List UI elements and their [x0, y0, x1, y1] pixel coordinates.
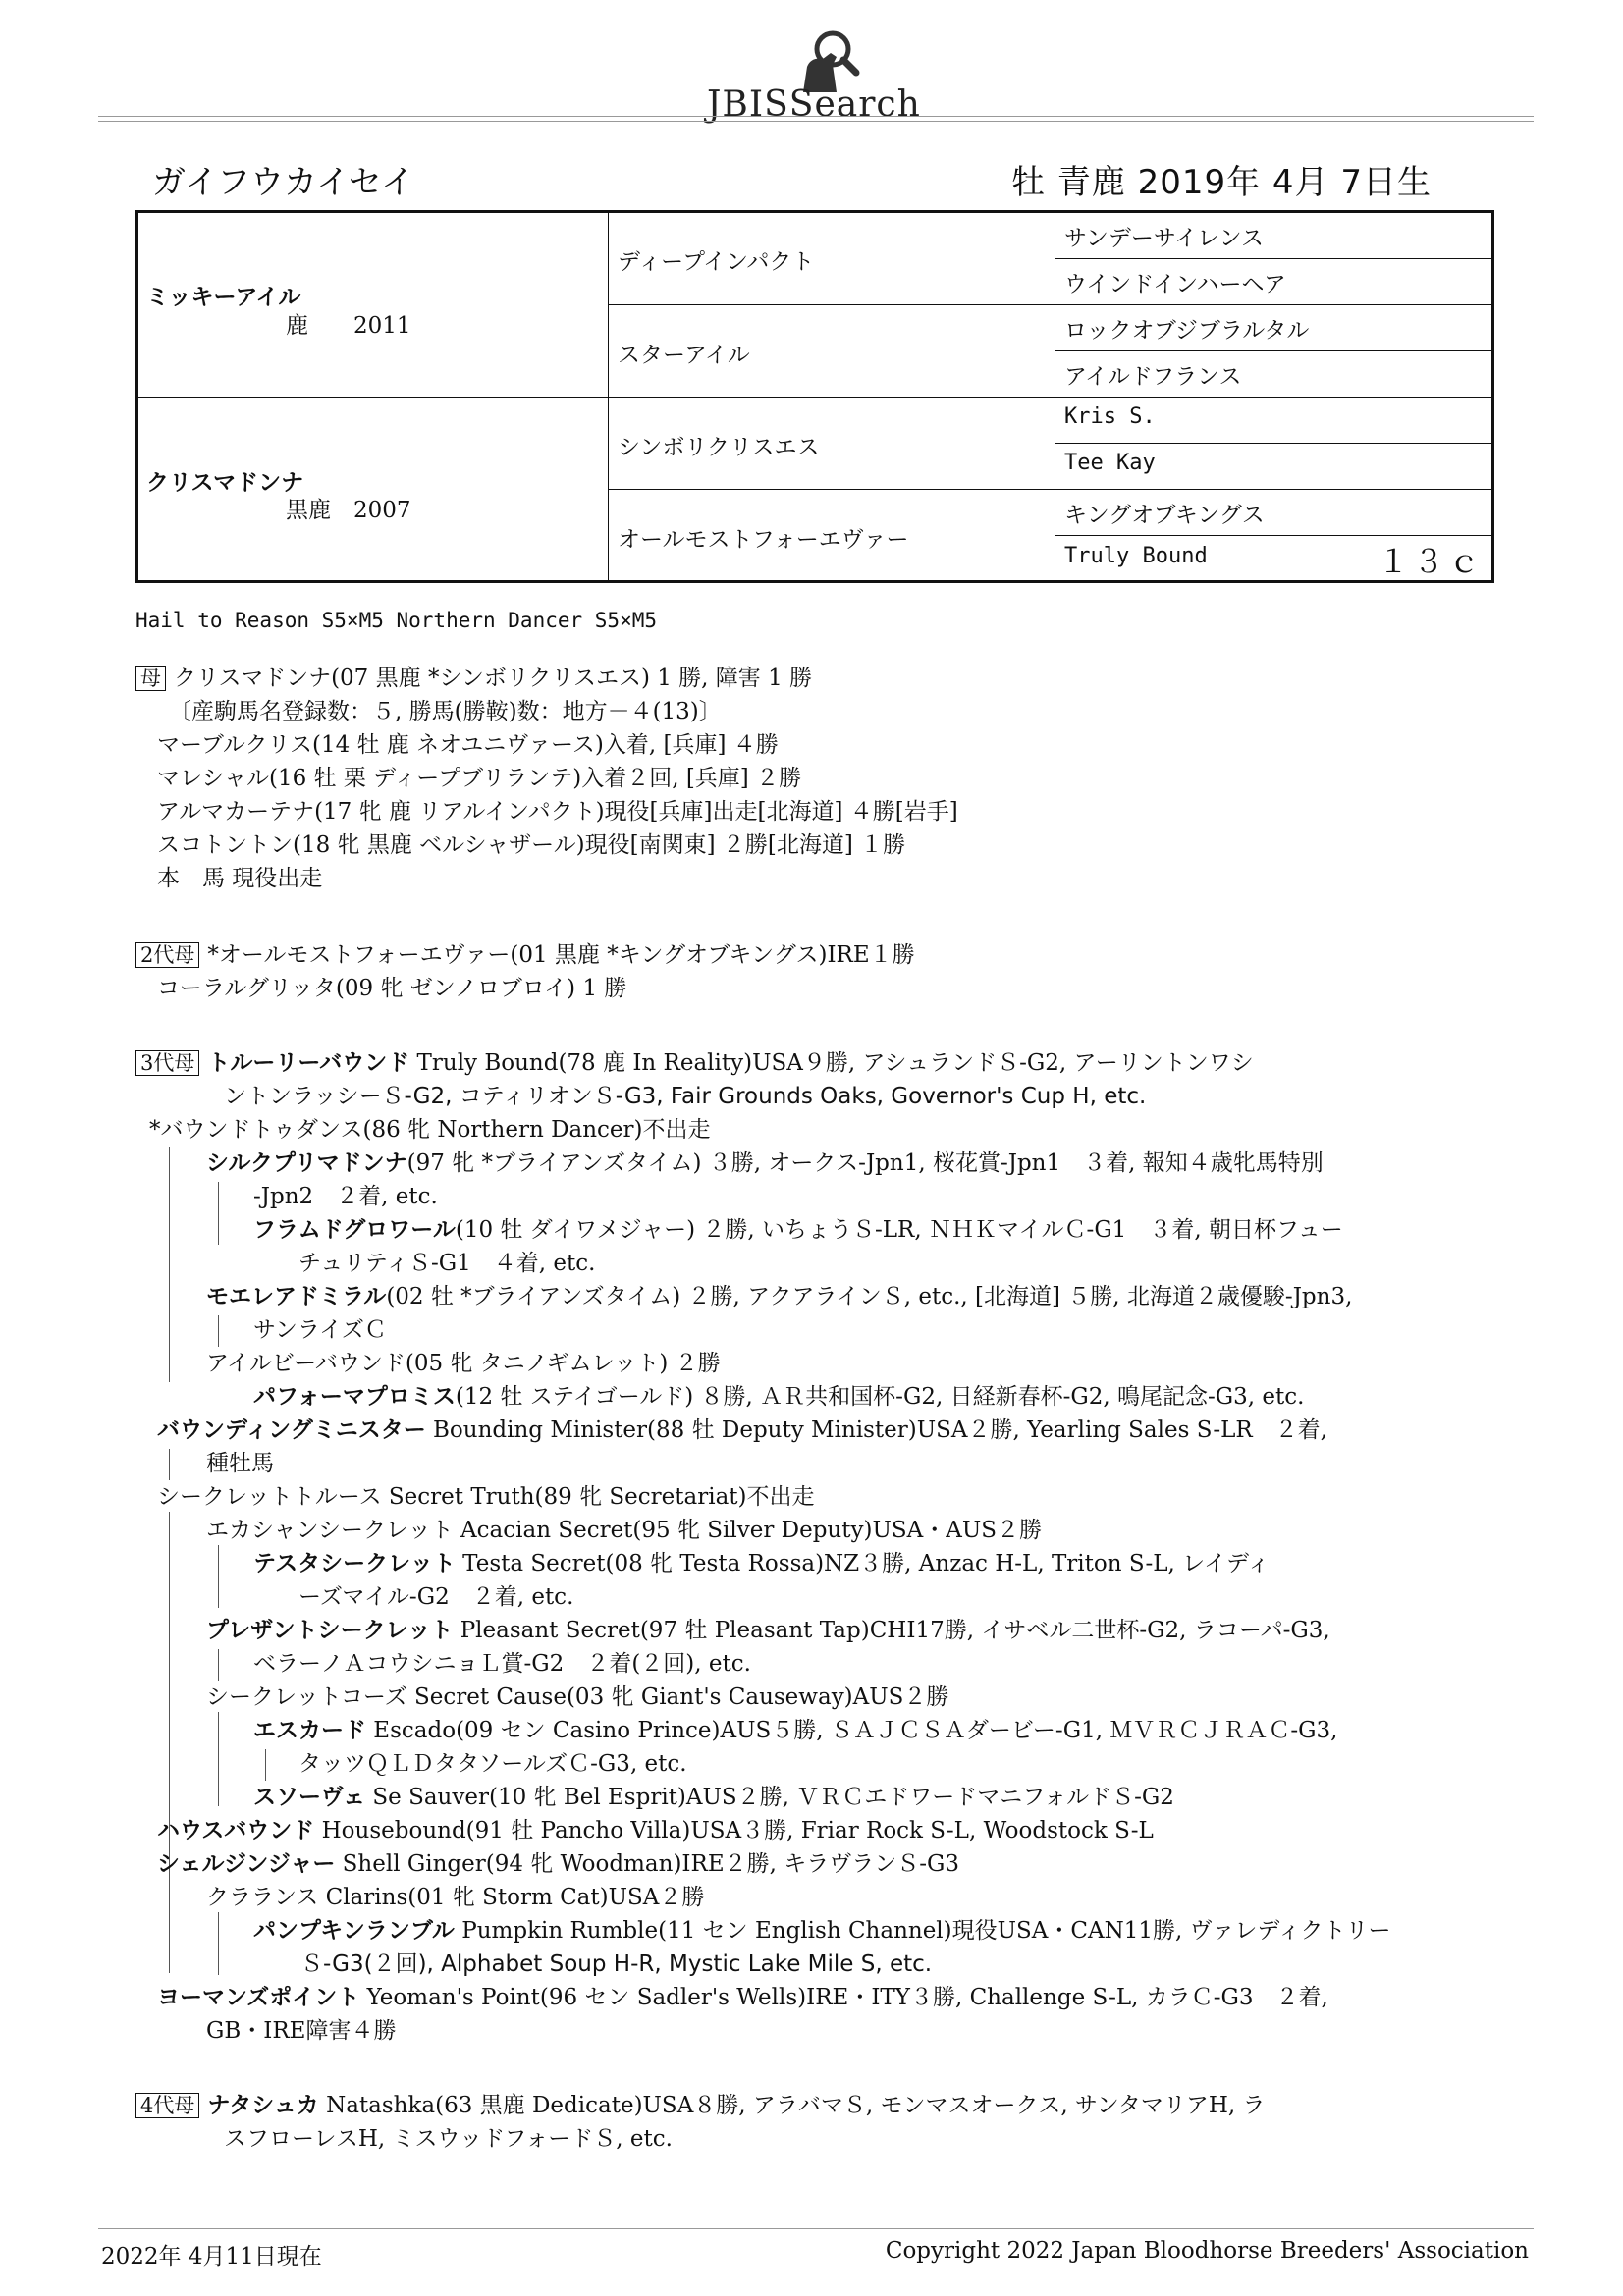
logo-text-jbis: JBIS — [707, 84, 789, 125]
sire-info: 鹿 2011 — [286, 313, 411, 339]
produce-line: マレシャル(16 牡 栗 ディープブリランテ)入着２回, [兵庫] ２勝 — [157, 766, 802, 791]
produce-line: クラランス Clarins(01 牝 Storm Cat)USA２勝 — [206, 1885, 705, 1910]
horse-name-bold: フラムドグロワール — [253, 1217, 456, 1243]
horse-meta: 牡 青鹿 2019年 4月 7日生 — [1010, 163, 1432, 202]
sire-name: ミッキーアイル — [146, 285, 301, 310]
record-text: (10 牡 ダイワメジャー) ２勝, いちょうＳ-LR, ＮＨＫマイルＣ-G1 ３着, 朝日杯フュー — [455, 1217, 1343, 1243]
record-text: タッツＱＬＤタタソールズＣ-G3, etc. — [298, 1751, 687, 1777]
record-text: サンライズＣ — [253, 1317, 387, 1343]
header-rule — [98, 121, 1534, 122]
branch-line — [169, 1512, 170, 1973]
footer-copyright: Copyright 2022 Japan Bloodhorse Breeders' Association — [885, 2238, 1529, 2264]
record-text: Ｓ-G3(２回), Alphabet Soup H-R, Mystic Lake Mile S, etc. — [300, 1951, 933, 1977]
record-text: Escado(09 セン Casino Prince)AUS５勝, ＳＡＪＣＳＡダービー-G1, ＭＶＲＣＪＲＡＣ-G3, — [366, 1718, 1338, 1743]
header-rule — [98, 116, 1534, 117]
record-text: 種牡馬 — [206, 1451, 274, 1476]
pedigree-g3-7: キングオブキングス — [1064, 503, 1265, 528]
record-text: Natashka(63 黒鹿 Dedicate)USA８勝, アラバマＳ, モンマスオークス, サンタマリアH, ラ — [318, 2093, 1266, 2118]
dam-label: 母 — [135, 666, 166, 691]
pedigree-g2-2: スターアイル — [618, 343, 750, 368]
pedigree-g2-4: オールモストフォーエヴァー — [618, 527, 909, 553]
dam-record: クリスマドンナ(07 黒鹿 *シンボリクリスエス) 1 勝, 障害 1 勝 — [174, 666, 813, 691]
pedigree-g3-3: ロックオブジブラルタル — [1064, 318, 1310, 344]
horse-name-bold: ナタシュカ — [207, 2093, 319, 2118]
horse-name-bold: バウンディングミニスター — [157, 1417, 426, 1443]
horse-name-bold: パフォーマプロミス — [253, 1384, 456, 1410]
dam-name: クリスマドンナ — [146, 470, 304, 496]
pedigree-g3-5: Kris S. — [1064, 404, 1156, 429]
horse-name-bold: シルクプリマドンナ — [206, 1150, 407, 1176]
fourth-dam-label: 4代母 — [135, 2093, 199, 2118]
branch-line — [218, 1315, 219, 1347]
record-text: (12 牡 ステイゴールド) ８勝, ＡＲ共和国杯-G2, 日経新春杯-G2, 鳴尾記念-G3, etc. — [455, 1384, 1305, 1410]
branch-line — [169, 1147, 170, 1382]
horse-name-bold: エスカード — [253, 1718, 366, 1743]
dam-info: 黒鹿 2007 — [286, 498, 411, 523]
record-text: Housebound(91 牡 Pancho Villa)USA３勝, Friar Rock S-L, Woodstock S-L — [314, 1818, 1154, 1843]
record-text: Yeoman's Point(96 セン Sadler's Wells)IRE・ITY３勝, Challenge S-L, カラＣ-G3 ２着, — [359, 1985, 1328, 2010]
branch-line — [265, 1749, 266, 1781]
second-dam-label: 2代母 — [135, 942, 199, 968]
record-text: チュリティＳ-G1 ４着, etc. — [298, 1251, 596, 1276]
record-text: Truly Bound(78 鹿 In Reality)USA９勝, アシュランドＳ-G2, アーリントンワシ — [409, 1050, 1254, 1076]
pedigree-g3-1: サンデーサイレンス — [1064, 226, 1264, 251]
record-text: ーズマイル-G2 ２着, etc. — [298, 1584, 574, 1610]
pedigree-g3-6: Tee Kay — [1064, 451, 1156, 475]
record-text: スフローレスH, ミスウッドフォードＳ, etc. — [224, 2126, 673, 2152]
produce-line: 本 馬 現役出走 — [157, 866, 323, 891]
pedigree-g3-4: アイルドフランス — [1064, 364, 1242, 390]
record-text: Testa Secret(08 牝 Testa Rossa)NZ３勝, Anzac H-L, Triton S-L, レイディ — [455, 1551, 1271, 1576]
produce-line: エカシャンシークレット Acacian Secret(95 牝 Silver Deputy)USA・AUS２勝 — [206, 1518, 1042, 1543]
horse-name-bold: ヨーマンズポイント — [157, 1985, 360, 2010]
produce-line: シークレットトルース Secret Truth(89 牝 Secretariat)不出走 — [157, 1484, 815, 1510]
produce-line: スコトントン(18 牝 黒鹿 ベルシャザール)現役[南関東] ２勝[北海道] １勝 — [157, 832, 906, 858]
record-text: (02 牡 *ブライアンズタイム) ２勝, アクアラインＳ, etc., [北海道] ５勝, 北海道２歳優駿-Jpn3, — [386, 1284, 1353, 1309]
horse-name-bold: テスタシークレット — [253, 1551, 456, 1576]
branch-line — [218, 1545, 219, 1608]
produce-line: シークレットコーズ Secret Cause(03 牝 Giant's Causeway)AUS２勝 — [206, 1684, 949, 1710]
pedigree-g2-1: ディープインパクト — [618, 249, 815, 275]
horse-name-bold: スソーヴェ — [253, 1785, 366, 1810]
horse-name-bold: プレザントシークレット — [206, 1618, 454, 1643]
record-text: (97 牝 *ブライアンズタイム) ３勝, オークス-Jpn1, 桜花賞-Jpn1 ３着, 報知４歳牝馬特別 — [406, 1150, 1324, 1176]
inbreeding-line: Hail to Reason S5×M5 Northern Dancer S5×M5 — [135, 609, 658, 632]
horse-name-bold: シェルジンジャー — [157, 1851, 336, 1877]
record-text: GB・IRE障害４勝 — [206, 2018, 397, 2044]
branch-line — [218, 1712, 219, 1806]
footer-rule — [98, 2228, 1534, 2229]
dam-produce-summary: 〔産駒馬名登録数：５, 勝馬(勝鞍)数：地方－４(13)〕 — [169, 699, 722, 724]
record-text: ントンラッシーＳ-G2, コティリオンＳ-G3, Fair Grounds Oaks, Governor's Cup H, etc. — [224, 1084, 1147, 1109]
record-text: Shell Ginger(94 牝 Woodman)IRE２勝, キラヴランＳ-G3 — [335, 1851, 960, 1877]
produce-line: アイルビーバウンド(05 牝 タニノギムレット) ２勝 — [206, 1351, 721, 1376]
record-text: Pleasant Secret(97 牡 Pleasant Tap)CHI17勝, イサベル二世杯-G2, ラコーパ-G3, — [453, 1618, 1330, 1643]
footer-date: 2022年 4月11日現在 — [101, 2244, 322, 2269]
horse-name-bold: トルーリーバウンド — [207, 1050, 410, 1076]
record-text: -Jpn2 ２着, etc. — [253, 1184, 438, 1209]
branch-line — [218, 1649, 219, 1681]
second-dam-record: *オールモストフォーエヴァー(01 黒鹿 *キングオブキングス)IRE１勝 — [207, 942, 915, 968]
record-text: ベラーノＡコウシニョＬ賞-G2 ２着(２回), etc. — [253, 1651, 751, 1677]
horse-name: ガイフウカイセイ — [152, 163, 414, 202]
record-text: Pumpkin Rumble(11 セン English Channel)現役USA・CAN11勝, ヴァレディクトリー — [454, 1918, 1391, 1944]
produce-line: *バウンドトゥダンス(86 牝 Northern Dancer)不出走 — [149, 1117, 711, 1143]
horse-name-bold: パンプキンランブル — [253, 1918, 455, 1944]
pedigree-table — [135, 210, 1494, 583]
horse-name-bold: ハウスバウンド — [157, 1818, 315, 1843]
pedigree-g3-8: Truly Bound — [1064, 544, 1208, 568]
horse-name-bold: モエレアドミラル — [206, 1284, 387, 1309]
produce-line: コーラルグリッタ(09 牝 ゼンノロブロイ) 1 勝 — [157, 976, 627, 1001]
record-text: Bounding Minister(88 牡 Deputy Minister)USA２勝, Yearling Sales S-LR ２着, — [425, 1417, 1327, 1443]
produce-line: マーブルクリス(14 牡 鹿 ネオユニヴァース)入着, [兵庫] ４勝 — [157, 732, 779, 758]
jbis-search-logo — [0, 27, 1623, 125]
branch-line — [218, 1182, 219, 1245]
pedigree-g3-2: ウインドインハーヘア — [1064, 272, 1286, 297]
pedigree-g2-3: シンボリクリスエス — [618, 435, 820, 460]
third-dam-label: 3代母 — [135, 1050, 199, 1076]
logo-text-search: Search — [788, 84, 921, 125]
record-text: Se Sauver(10 牝 Bel Esprit)AUS２勝, ＶＲＣエドワードマニフォルドＳ-G2 — [365, 1785, 1174, 1810]
branch-line — [169, 1449, 170, 1480]
produce-line: アルマカーテナ(17 牝 鹿 リアルインパクト)現役[兵庫]出走[北海道] ４勝[岩手] — [157, 799, 958, 825]
branch-line — [218, 1912, 219, 1975]
family-number: １３ｃ — [1377, 543, 1484, 580]
